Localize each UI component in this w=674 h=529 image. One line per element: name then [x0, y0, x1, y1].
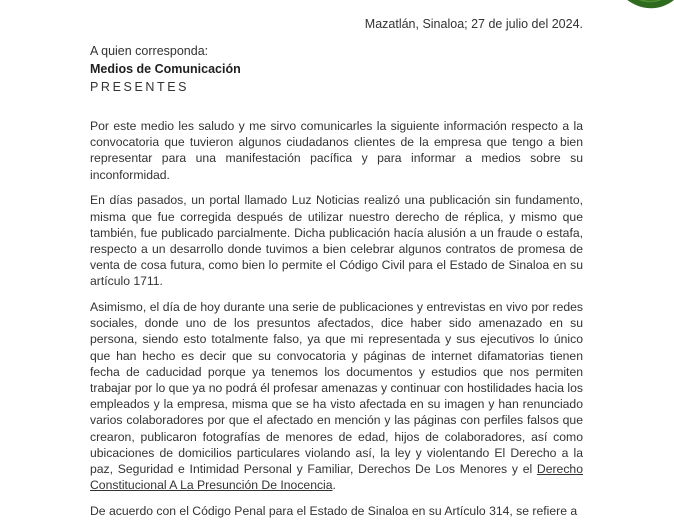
addressee-block [90, 42, 241, 96]
paragraph-4: De acuerdo con el Código Penal para el Estado de Sinaloa en su Artículo 314, se refiere a [90, 503, 578, 518]
greeting: A quien corresponda: [90, 44, 209, 58]
paragraph-3-end: . [332, 478, 336, 493]
leaf-logo-icon [608, 0, 674, 18]
recipient-name: Medios de Comunicación [90, 62, 241, 76]
paragraph-2: En días pasados, un portal llamado Luz Noticias realizó una publicación sin fundamento, misma que fue corregida después de utilizar nuestro derecho de réplica, y mismo que también, fue publicado parcialmente. Dicha publicación hacía alusión a un fraude o estafa, respecto a un desarrollo donde tuvimos a bien celebrar algunos contratos de promesa de venta de cosa futura, como bien lo permite el Código Civil para el Estado de Sinaloa en su artículo 1711. [90, 193, 583, 289]
paragraph-3-text: Asimismo, el día de hoy durante una serie de publicaciones y entrevistas en vivo por redes sociales, donde uno de los presuntos afectados, dice haber sido amenazado en su persona, siendo esto totalmente falso, ya que mi representada y sus ejecutivos lo único que han hecho es decir que su convocatoria y páginas de internet difamatorias tienen fecha de caducidad porque ya tenemos los documentos y estudios que nos permiten trabajar por lo que ya no podrá él profesar amenazas y continuar con hostilidades hacia los empleados y la empresa, misma que se ha visto afectada en su imagen y han renunciado varios colaboradores por que el afectado en mención y las páginas con perfiles falsos que crearon, publicaron fotografías de menores de edad, hijos de colaboradores, así como ubicaciones de domicilios particulares violando así, la ley y violentando El Derecho a la paz, Seguridad e Intimidad Personal y Familiar, Derechos De Los Menores y el [90, 300, 583, 477]
constitutional-right-link[interactable]: Derecho Constitucional A La Presunción De Inocencia [90, 462, 583, 493]
paragraph-1: Por este medio les saludo y me sirvo comunicarles la siguiente información respecto a la convocatoria que tuvieron algunos ciudadanos clientes de la empresa que tengo a bien representar para una manifestación pacífica y para informar a medios sobre su inconformidad. [90, 119, 583, 182]
letter-body [90, 118, 583, 529]
paragraph-3 [90, 299, 583, 493]
letter-date: Mazatlán, Sinaloa; 27 de julio del 2024. [364, 17, 583, 31]
presentes-label: PRESENTES [90, 80, 190, 94]
